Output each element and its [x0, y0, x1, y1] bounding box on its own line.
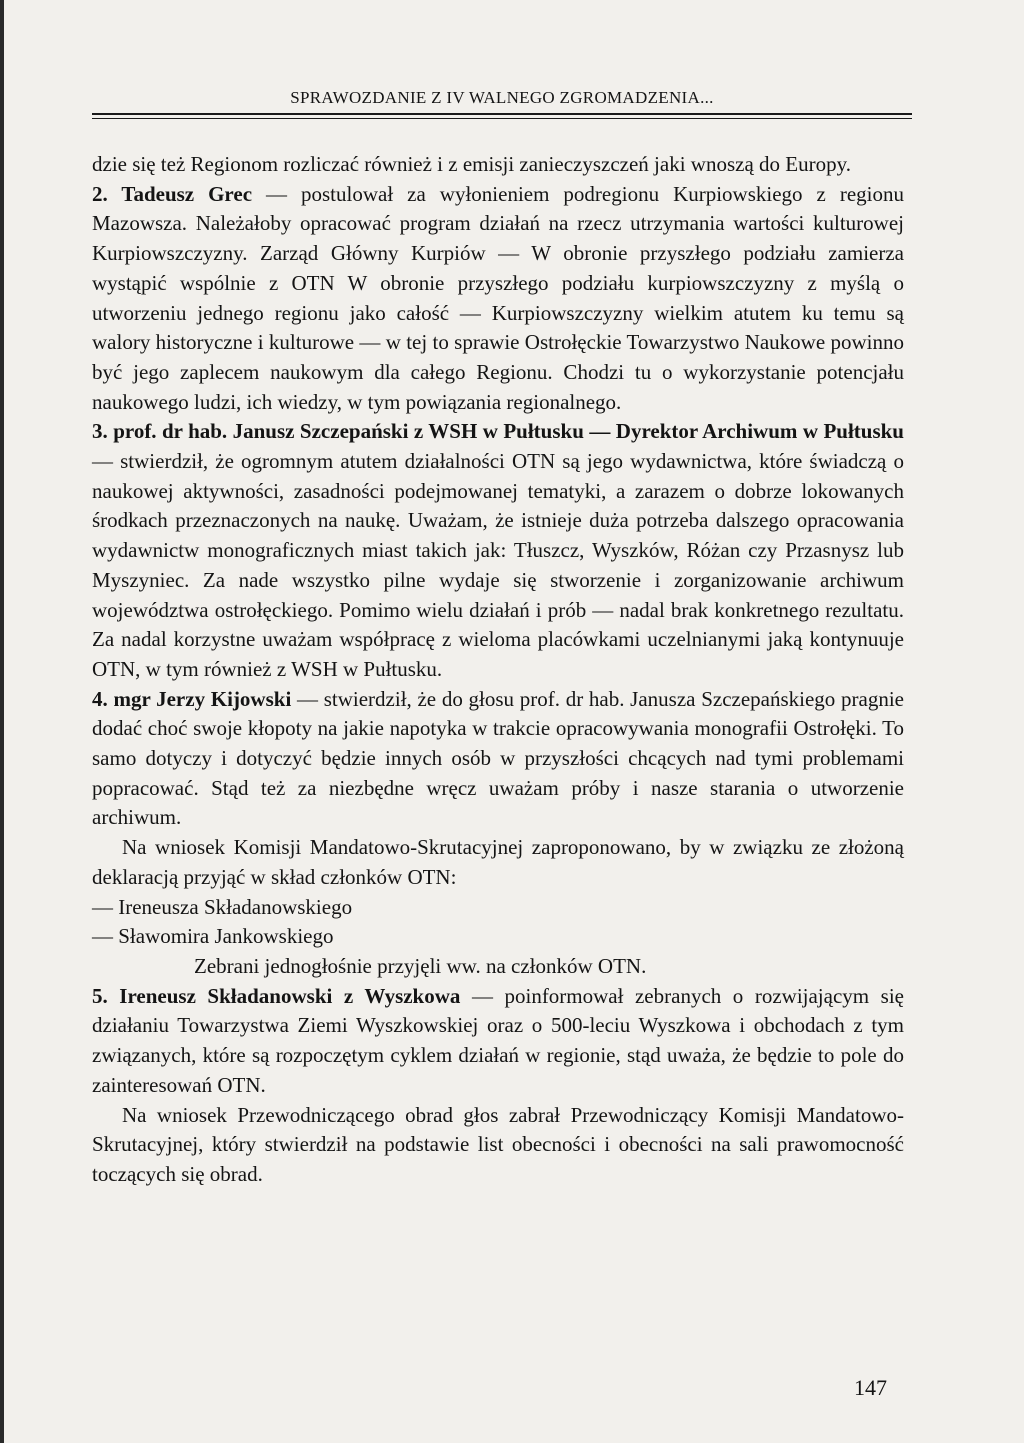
speaker-name: 5. Ireneusz Składanowski z Wyszkowa — [92, 983, 461, 1008]
running-header: SPRAWOZDANIE Z IV WALNEGO ZGROMADZENIA... — [290, 88, 714, 107]
paragraph-continuation: dzie się też Regionom rozliczać również i z emisji zanieczyszczeń jaki wnoszą do Europy. — [92, 152, 851, 176]
paragraph-text: — stwierdził, że ogromnym atutem działalności OTN są jego wydawnictwa, które świadczą o naukowej aktywności, zasadności podejmowanej tematyki, a zarazem o dobrze lokowanych środkach przeznaczonych na naukę. Uważam, że istnieje duża potrzeba dalszego opracowania wydawnictw monograficznych miast takich jak: Tłuszcz, Wyszków, Różan czy Przasnysz lub Myszyniec. Za nade wszystko pilne wydaje się stworzenie i zorganizowanie archiwum województwa ostrołęckiego. Pomimo wielu działań i prób — nadal brak konkretnego rezultatu. Za nadal korzystne uważam współpracę z wieloma placówkami uczelnianymi jaką kontynuuje OTN, w tym również z WSH w Pułtusku. — [92, 449, 904, 681]
paragraph-item-2 — [92, 180, 904, 418]
paragraph-text: — postulował za wyłonieniem podregionu Kurpiowskiego z regionu Mazowsza. Należałoby opracować program działań na rzecz utrzymania wartości kulturowej Kurpiowszczyzny. Zarząd Główny Kurpiów — W obronie przyszłego podziału zamierza wystąpić wspólnie z OTN W obronie przyszłego podziału kurpiowszczyzny z myślą o utworzeniu jednego regionu jako całość — Kurpiowszczyzny wielkim atutem ku temu są walory historyczne i kulturowe — w tej to sprawie Ostrołęckie Towarzystwo Naukowe powinno być jego zaplecem naukowym dla całego Regionu. Chodzi tu o wykorzystanie potencjału naukowego ludzi, ich wiedzy, w tym powiązania regionalnego. — [92, 181, 904, 414]
paragraph-text: — stwierdził, że do głosu prof. dr hab. Janusza Szczepańskiego pragnie dodać choć swoje kłopoty na jakie napotyka w trakcie opracowywania monografii Ostrołęki. To samo dotyczy i dotyczyć będzie innych osób w przyszłości chcących nad tymi problemami popracować. Stąd też za niezbędne wręcz uważam próby i nasze starania o utworzenie archiwum. — [92, 686, 904, 830]
speaker-name: 4. mgr Jerzy Kijowski — [92, 686, 292, 711]
paragraph-text: — poinformował zebranych o rozwijającym się działaniu Towarzystwa Ziemi Wyszkowskiej oraz o 500-leciu Wyszkowa i obchodach z tym związanych, które są rozpoczętym cyklem działań w regionie, stąd uważa, że będzie to pole do zainteresowań OTN. — [92, 983, 904, 1097]
body-text — [92, 150, 904, 1190]
page-number: 147 — [854, 1375, 887, 1400]
paragraph-item-3 — [92, 417, 904, 684]
paragraph-resolution: Zebrani jednogłośnie przyjęli ww. na członków OTN. — [194, 953, 647, 978]
paragraph-item-5 — [92, 982, 904, 1101]
header-rule-thin — [92, 118, 912, 119]
speaker-name: 2. Tadeusz Grec — [92, 181, 253, 206]
paragraph-item-4 — [92, 685, 904, 834]
page-spine-edge — [0, 0, 4, 1443]
header-rule-thick — [92, 113, 912, 115]
paragraph-motion: Na wniosek Komisji Mandatowo-Skrutacyjnej zaproponowano, by w związku ze złożoną deklaracją przyjąć w skład członków OTN: — [92, 835, 904, 889]
member-list-item: — Sławomira Jankowskiego — [92, 924, 334, 949]
speaker-name: 3. prof. dr hab. Janusz Szczepański z WSH w Pułtusku — Dyrektor Archiwum w Pułtusku — [92, 419, 904, 444]
paragraph-closing: Na wniosek Przewodniczącego obrad głos zabrał Przewodniczący Komisji Mandatowo-Skrutacyjnej, który stwierdził na podstawie list obecności i obecności na sali prawomocność toczących się obrad. — [92, 1102, 904, 1186]
member-list-item: — Ireneusza Składanowskiego — [92, 894, 353, 919]
